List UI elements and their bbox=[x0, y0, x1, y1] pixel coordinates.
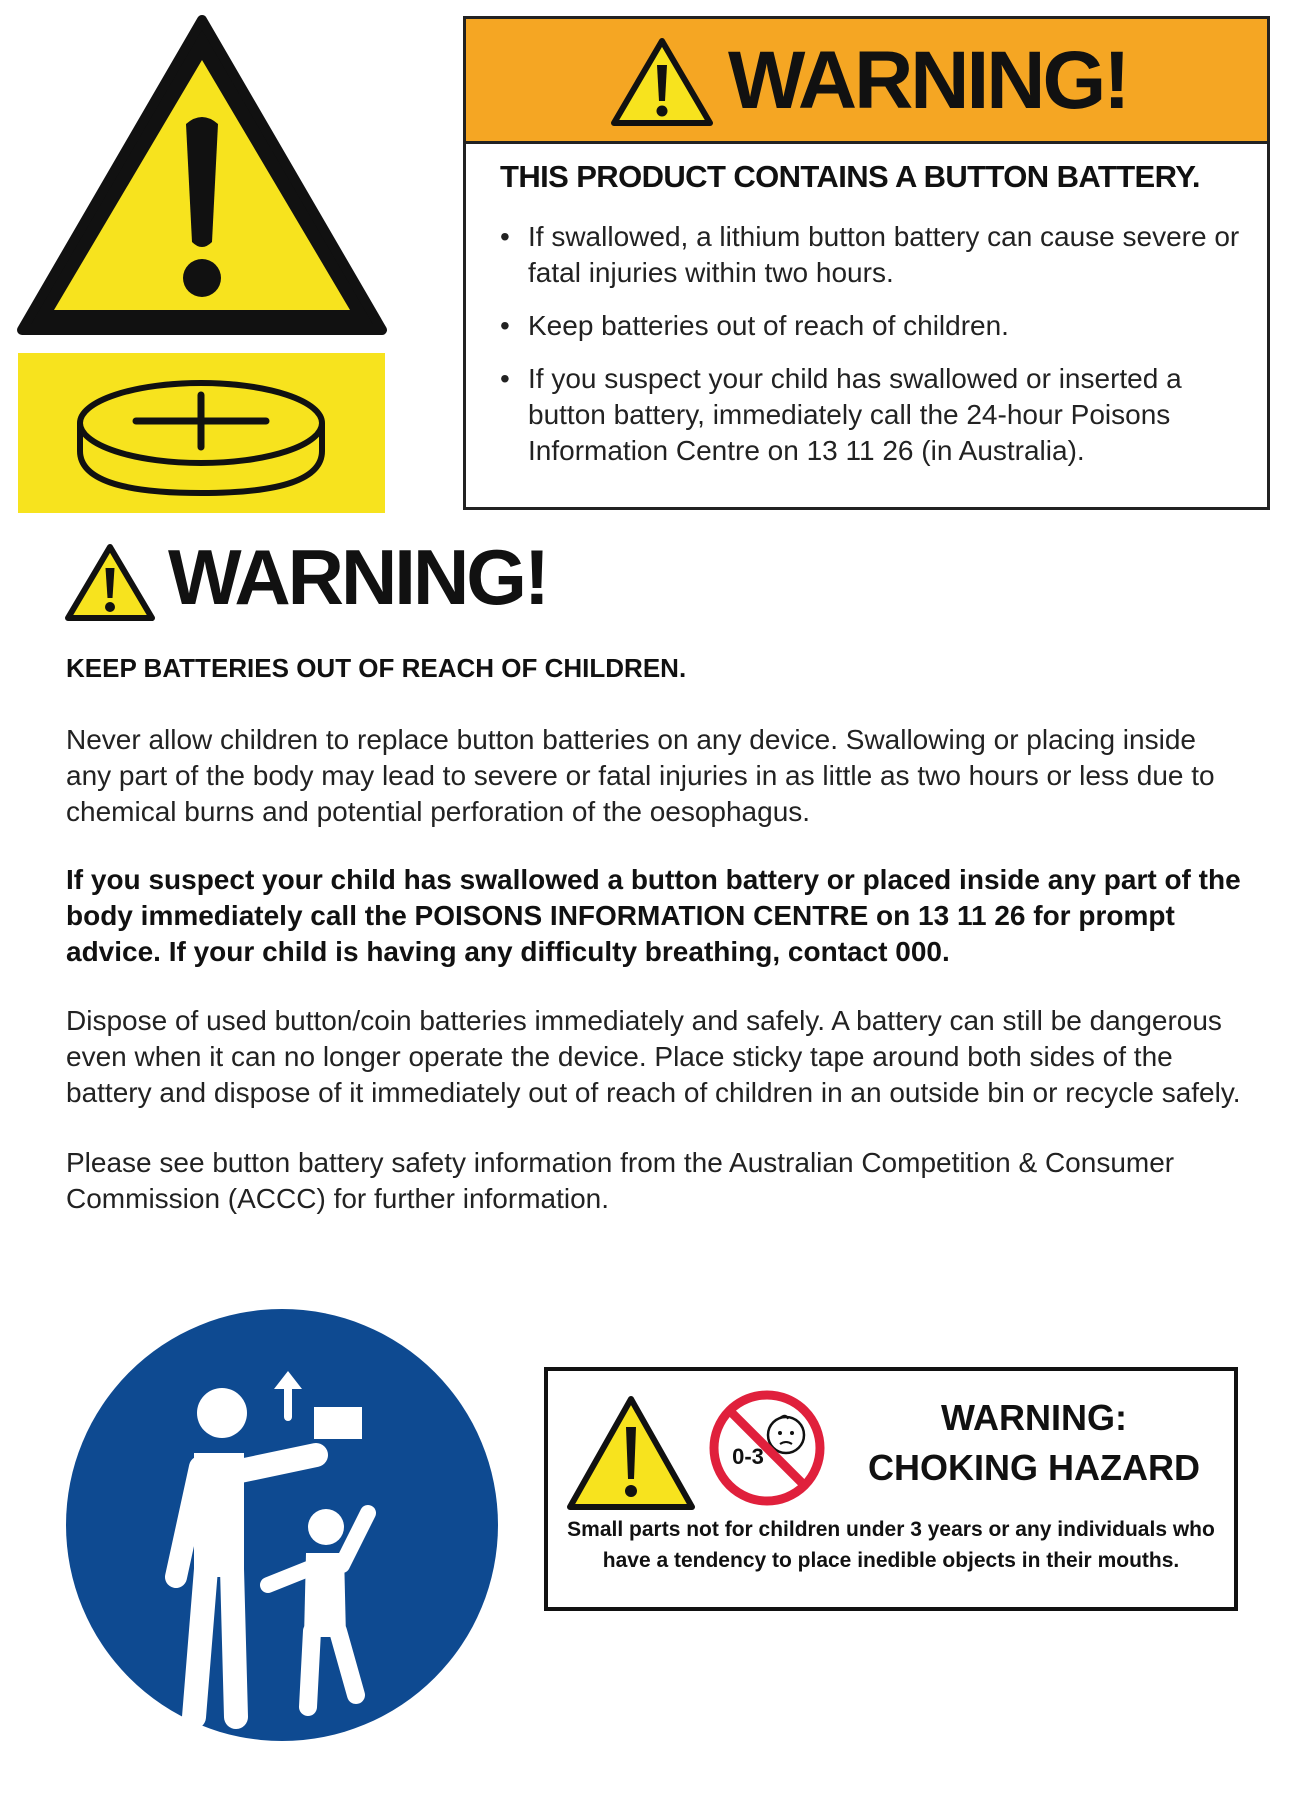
warning-bullet-list bbox=[500, 219, 1240, 486]
section-heading: KEEP BATTERIES OUT OF REACH OF CHILDREN. bbox=[66, 653, 687, 683]
list-item: • If swallowed, a lithium button battery can cause severe or fatal injuries within two hours. bbox=[500, 219, 1240, 291]
warning-triangle-icon bbox=[564, 1393, 698, 1513]
warning-triangle-icon bbox=[14, 12, 390, 342]
battery-safety-text bbox=[66, 650, 1246, 1217]
no-children-0-3-icon bbox=[708, 1389, 826, 1507]
keep-out-of-reach-of-children-icon bbox=[64, 1307, 500, 1743]
warning-triangle-icon bbox=[64, 542, 156, 622]
button-battery-warning-box bbox=[463, 16, 1270, 510]
choking-hazard-title: CHOKING HAZARD bbox=[868, 1447, 1200, 1488]
warning-title: WARNING! bbox=[168, 533, 547, 621]
choking-hazard-text: Small parts not for children under 3 years or any individuals who have a tendency to place inedible objects in their mouths. bbox=[567, 1518, 1215, 1572]
emergency-paragraph: If you suspect your child has swallowed a button battery or placed inside any part of the body immediately call the POISONS INFORMATION CENTRE on 13 11 26 for prompt advice. If your child is having any difficulty breathing, contact 000. bbox=[66, 864, 1241, 967]
choking-hazard-warning-box bbox=[544, 1367, 1238, 1611]
warning-header bbox=[466, 19, 1267, 144]
list-item: • Keep batteries out of reach of children. bbox=[500, 308, 1240, 344]
paragraph: Never allow children to replace button batteries on any device. Swallowing or placing inside any part of the body may lead to severe or fatal injuries in as little as two hours or less due to chemical burns and potential perforation of the oesophagus. bbox=[66, 724, 1215, 827]
warning-title: WARNING! bbox=[728, 35, 1128, 126]
paragraph: Please see button battery safety information from the Australian Competition & Consumer Commission (ACCC) for further information. bbox=[66, 1147, 1175, 1214]
choking-warning-title: WARNING: bbox=[941, 1397, 1127, 1438]
warning-subtitle: THIS PRODUCT CONTAINS A BUTTON BATTERY. bbox=[500, 159, 1200, 194]
button-battery-icon bbox=[18, 353, 385, 513]
paragraph: Dispose of used button/coin batteries immediately and safely. A battery can still be dangerous even when it can no longer operate the device. Place sticky tape around both sides of the battery and dispose of it immediately out of reach of children in an outside bin or recycle safely. bbox=[66, 1005, 1241, 1108]
age-range-label: 0-3 bbox=[732, 1444, 764, 1469]
list-item: • If you suspect your child has swallowed or inserted a button battery, immediately call the 24-hour Poisons Information Centre on 13 11 26 (in Australia). bbox=[500, 361, 1240, 469]
warning-triangle-icon bbox=[610, 35, 714, 127]
battery-warning-panel bbox=[18, 353, 385, 513]
